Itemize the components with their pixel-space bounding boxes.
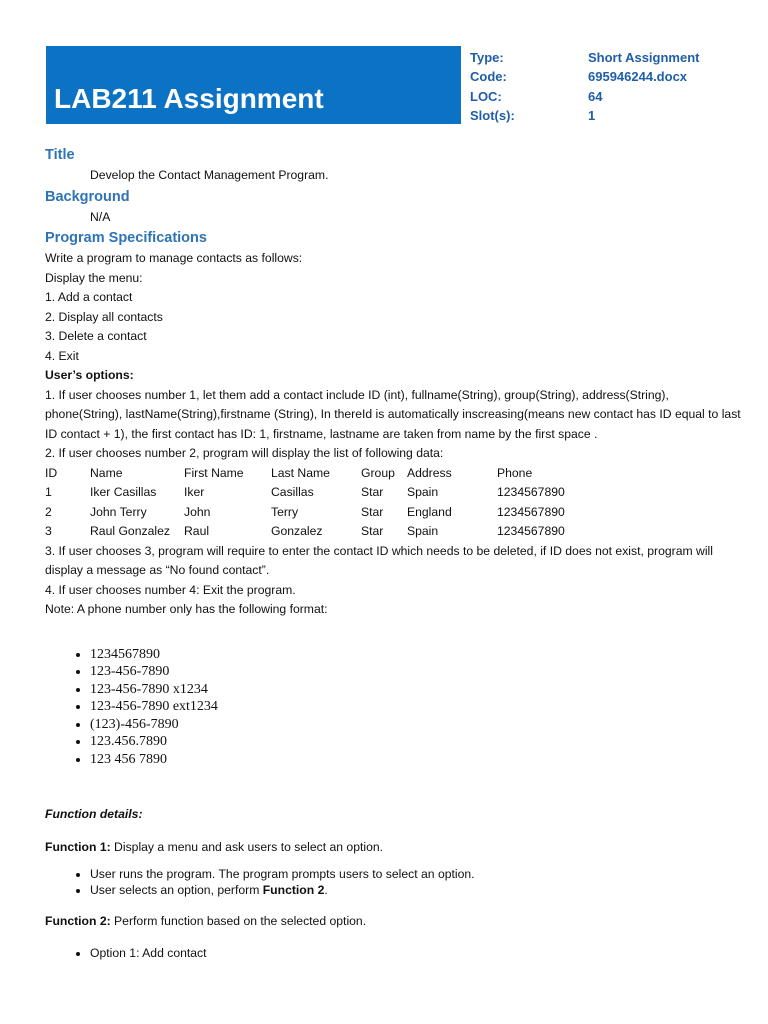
list-item: • 123-456-7890 ext1234: [90, 698, 745, 716]
table-cell: 1234567890: [497, 485, 565, 499]
option-4-text: 4. If user chooses number 4: Exit the program.: [45, 582, 296, 597]
list-item: [90, 882, 745, 898]
column-header: First Name: [184, 465, 244, 480]
column-header: Group: [361, 465, 395, 480]
meta-key: Slot(s):: [470, 107, 515, 123]
meta-value: 695946244.docx: [588, 69, 688, 85]
function-2-list: [45, 945, 745, 961]
phone-format-note: Note: A phone number only has the following format:: [45, 602, 328, 616]
option-2-text: 2. If user chooses number 2, program will display the list of following data:: [45, 446, 444, 460]
menu-item: 4. Exit: [45, 348, 79, 363]
table-cell: Iker: [184, 485, 205, 499]
menu-item: 1. Add a contact: [45, 290, 133, 304]
phone-format-list: [45, 646, 745, 769]
list-item: • 123-456-7890 x1234: [90, 681, 745, 699]
table-cell: 1234567890: [497, 524, 565, 538]
display-menu-label: Display the menu:: [45, 270, 143, 285]
function-details-label: Function details:: [45, 806, 143, 821]
list-item-text: User selects an option, perform: [90, 882, 263, 897]
list-item: • 123 456 7890: [90, 751, 745, 769]
column-header: Last Name: [271, 465, 330, 480]
meta-row-code: [470, 67, 750, 86]
meta-row-loc: [470, 87, 750, 106]
column-header: Name: [90, 465, 123, 480]
meta-value: Short Assignment: [588, 50, 700, 65]
function-1-list: [45, 866, 745, 898]
meta-value: 64: [588, 88, 603, 104]
column-header: Phone: [497, 465, 533, 480]
list-item: • 123-456-7890: [90, 663, 745, 681]
option-3-text: 3. If user chooses 3, program will require to enter the contact ID which needs to be deleted, if ID does not exist, program will display a message as “No found contact”.: [45, 543, 713, 577]
column-header: ID: [45, 465, 58, 480]
option-1-text: 1. If user chooses number 1, let them add a contact include ID (int), fullname(String), group(String), address(String), phone(String), lastName(String),firstname (String), In thereId is automatically inscreasing(means new contact has ID equal to last ID contact + 1), the first contact has ID: 1, firstname, lastname are taken from name by the first space .: [45, 387, 741, 441]
table-cell: Terry: [271, 504, 299, 519]
table-cell: England: [407, 504, 452, 519]
background-text: N/A: [90, 209, 111, 224]
table-cell: John: [184, 504, 211, 519]
function-2-description: [45, 912, 745, 932]
list-item: • Option 1: Add contact: [90, 945, 745, 961]
table-cell: 1234567890: [497, 504, 565, 519]
function-2-text: Perform function based on the selected option.: [110, 913, 367, 928]
options-label: User’s options:: [45, 368, 134, 382]
menu-item: 3. Delete a contact: [45, 329, 147, 343]
table-cell: Star: [361, 524, 384, 538]
menu-item: 2. Display all contacts: [45, 309, 163, 324]
meta-row-slots: [470, 106, 750, 125]
table-cell: Star: [361, 504, 384, 519]
table-cell: Star: [361, 485, 384, 499]
table-cell: Iker Casillas: [90, 485, 157, 499]
background-heading: Background: [45, 188, 130, 205]
table-cell: 3: [45, 524, 52, 538]
title-text: Develop the Contact Management Program.: [90, 168, 329, 182]
function-2-label: Function 2:: [45, 913, 111, 928]
contacts-table: [45, 464, 565, 542]
function-1-text: Display a menu and ask users to select an option.: [110, 840, 384, 855]
document-body: [45, 144, 745, 961]
meta-key: Type:: [470, 50, 504, 65]
table-cell: 2: [45, 504, 52, 519]
document-title: LAB211 Assignment: [54, 83, 324, 114]
list-item: • 123.456.7890: [90, 733, 745, 751]
meta-value: 1: [588, 107, 596, 123]
table-cell: 1: [45, 485, 52, 499]
meta-key: LOC:: [470, 88, 502, 104]
list-item: • 1234567890: [90, 646, 745, 664]
table-cell: John Terry: [90, 504, 147, 519]
table-cell: Spain: [407, 524, 439, 538]
list-item: • User runs the program. The program prompts users to select an option.: [90, 866, 745, 882]
title-heading: Title: [45, 147, 75, 163]
column-header: Address: [407, 465, 452, 480]
table-row: [45, 503, 565, 523]
spec-heading: Program Specifications: [45, 230, 207, 246]
table-cell: Raul Gonzalez: [90, 524, 170, 538]
title-banner: [46, 46, 461, 124]
function-2-reference: Function 2: [262, 882, 325, 897]
function-1-label: Function 1:: [45, 840, 111, 855]
list-item: • (123)-456-7890: [90, 716, 745, 734]
spec-intro: Write a program to manage contacts as follows:: [45, 251, 303, 265]
table-cell: Gonzalez: [271, 524, 323, 538]
table-header-row: [45, 464, 565, 484]
table-cell: Spain: [407, 485, 439, 499]
meta-row-type: [470, 48, 750, 67]
meta-key: Code:: [470, 69, 507, 85]
table-row: [45, 483, 565, 503]
table-cell: Raul: [184, 524, 210, 538]
table-cell: Casillas: [271, 485, 314, 499]
list-item-text: .: [324, 882, 328, 897]
document-meta: [470, 48, 750, 125]
table-row: [45, 522, 565, 542]
function-1-description: [45, 838, 745, 858]
